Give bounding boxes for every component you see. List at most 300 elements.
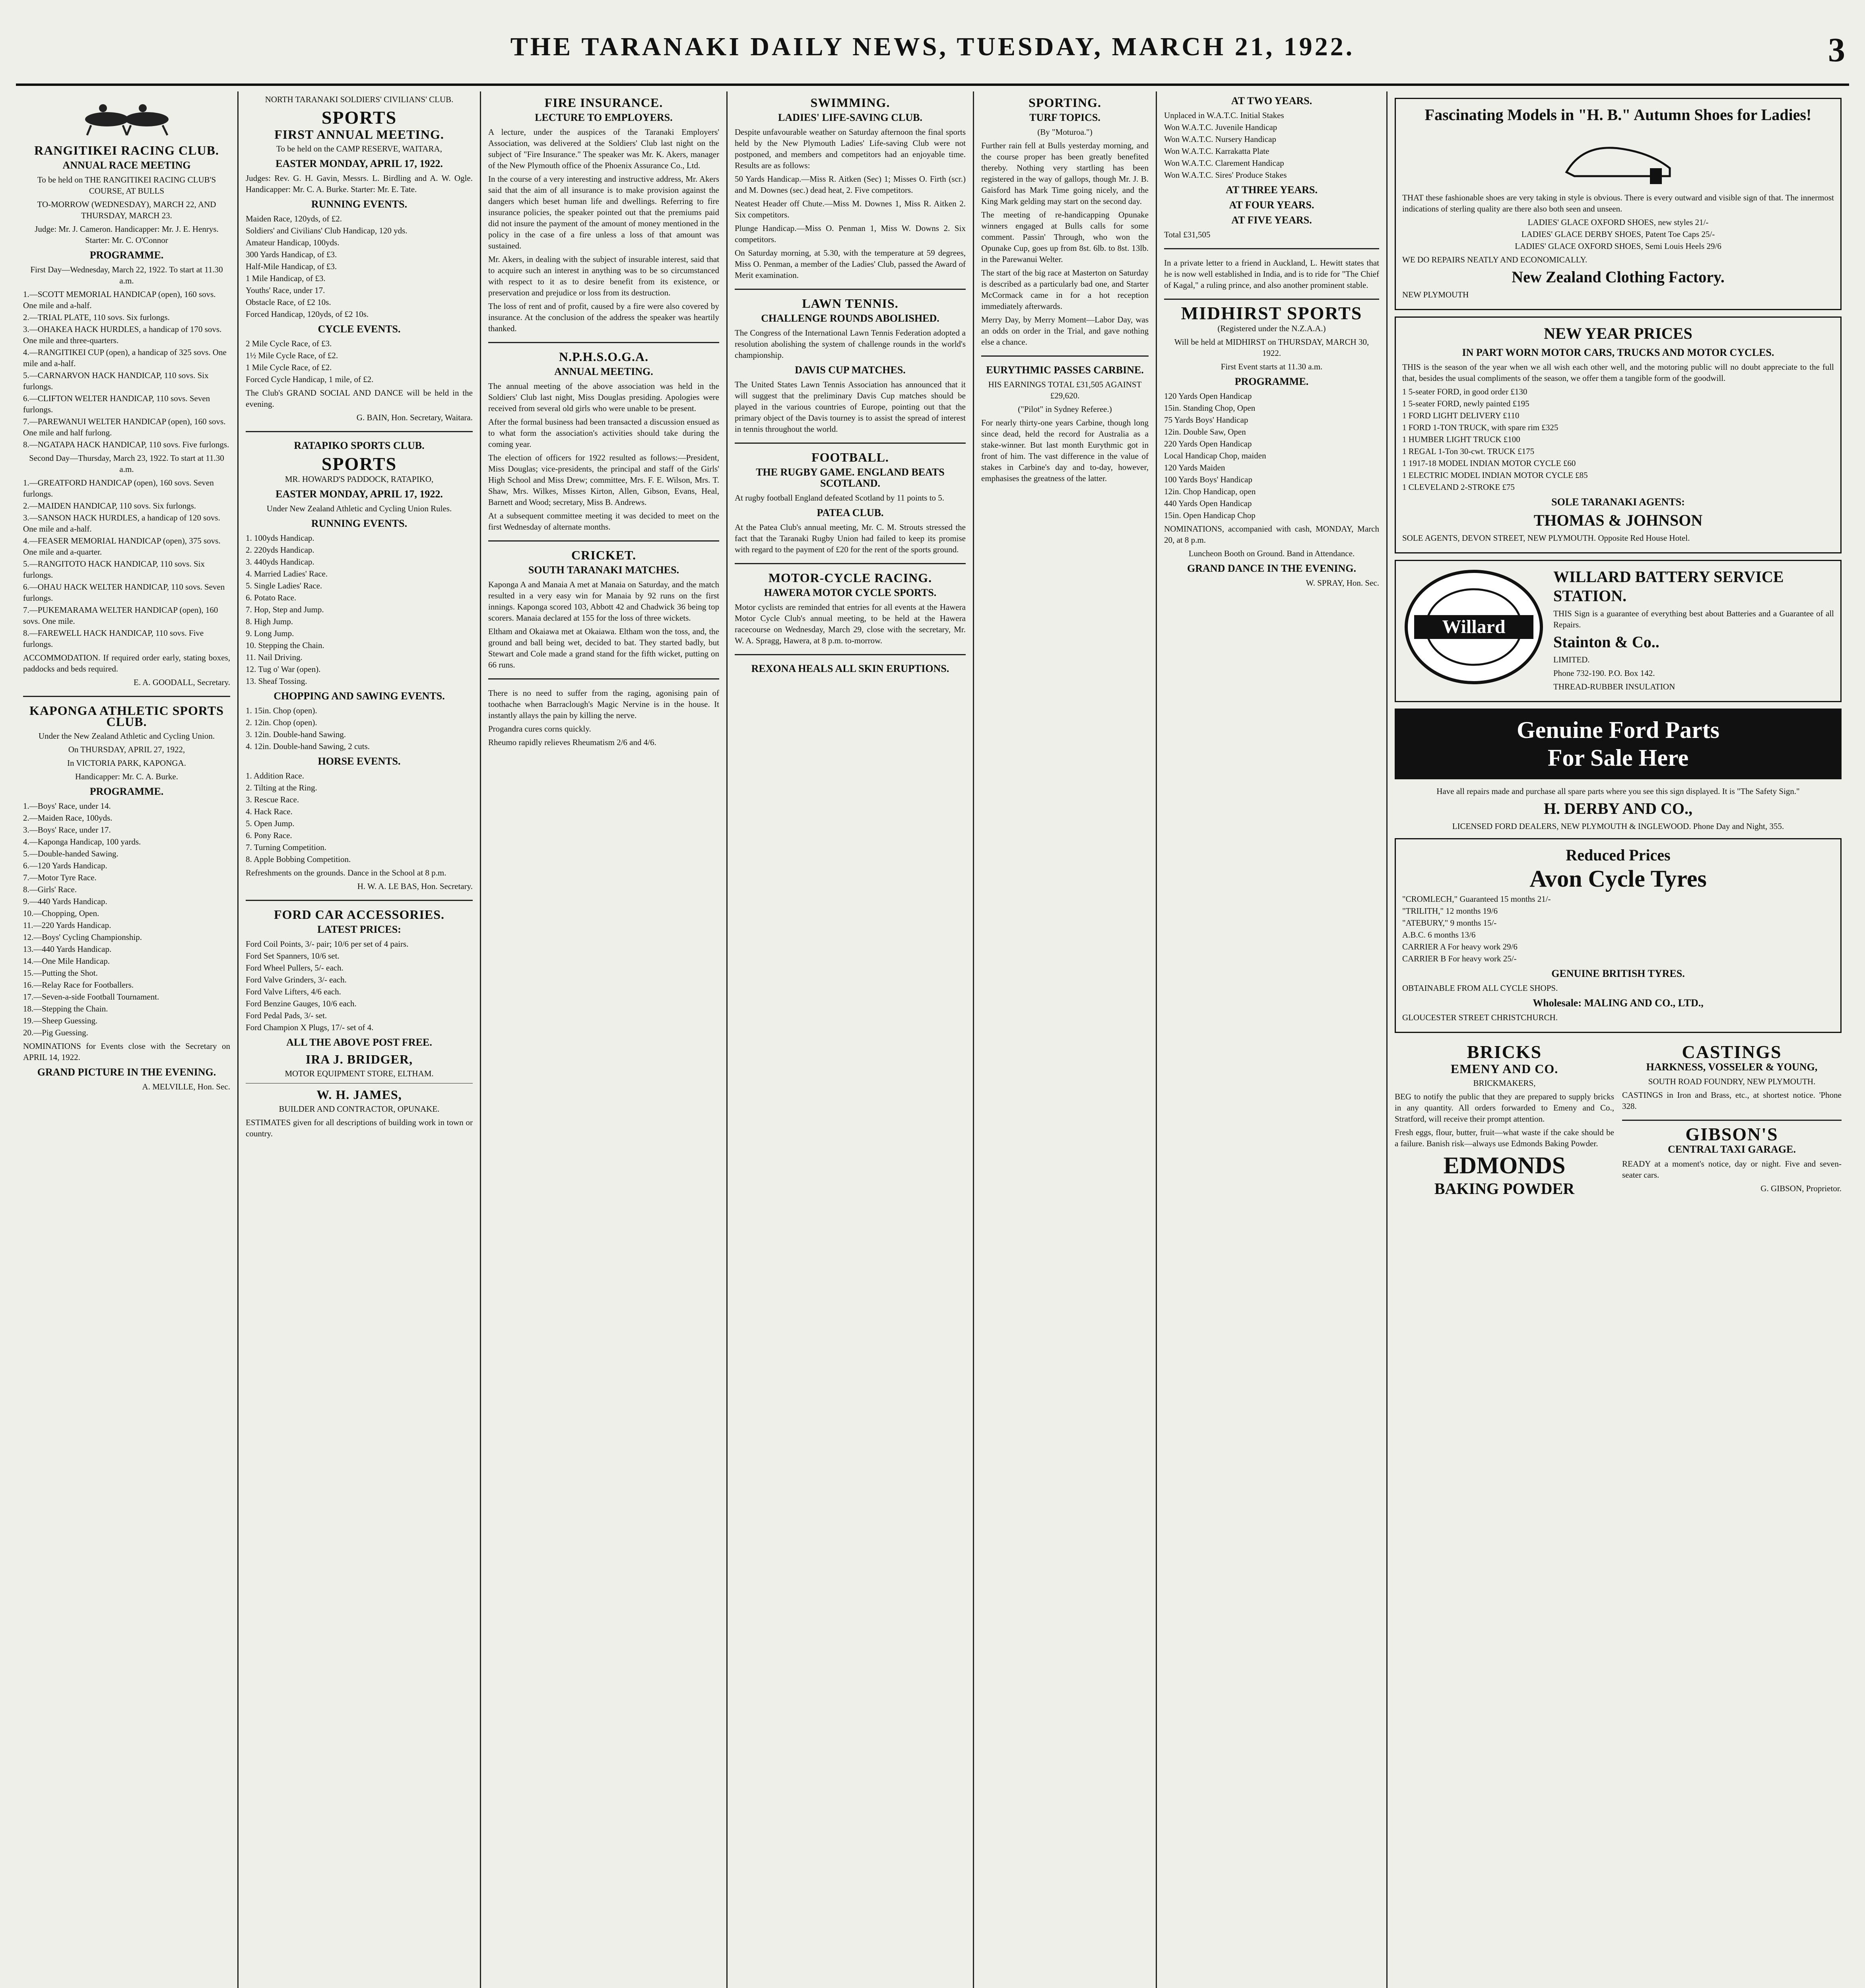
article-paragraph: The Congress of the International Lawn Tennis Federation adopted a resolution abolishing the system of challenge rounds in the world's championship. <box>735 328 966 360</box>
list-item: 1 Mile Cycle Race, of £2. <box>246 363 332 372</box>
list-item: Maiden Race, 120yds, of £2. <box>246 214 342 223</box>
list-item: 8. Apple Bobbing Competition. <box>246 854 351 864</box>
article-paragraph: Merry Day, by Merry Moment—Labor Day, was an odds on order in the Trial, and gave nothing else a chance. <box>981 315 1149 347</box>
list-item: LADIES' GLACE DERBY SHOES, Patent Toe Caps 25/- <box>1521 229 1715 239</box>
bridger-sub: MOTOR EQUIPMENT STORE, ELTHAM. <box>285 1069 434 1078</box>
list-item: 1 FORD LIGHT DELIVERY £110 <box>1402 411 1520 420</box>
midhirst-title: MIDHIRST SPORTS <box>1181 303 1362 323</box>
edmonds-brand: EDMONDS <box>1443 1152 1566 1178</box>
gibson-title: GIBSON'S <box>1685 1124 1778 1144</box>
list-item: 4.—FEASER MEMORIAL HANDICAP (open), 375 sovs. One mile and a-quarter. <box>23 536 221 557</box>
list-item: 9. Long Jump. <box>246 629 294 638</box>
article-paragraph: The meeting of re-handicapping Opunake winners engaged at Bulls calls for some comment. Passin' Through, who won the Opunake Cup, goes up from 8st. 6lb. to 8st. 13lb. in the Parewanui Welter. <box>981 210 1149 264</box>
list-item: Amateur Handicap, 100yds. <box>246 238 340 247</box>
avon-genuine: GENUINE BRITISH TYRES. <box>1551 968 1685 979</box>
list-item: 4.—Kaponga Handicap, 100 yards. <box>23 837 141 846</box>
list-item: CARRIER B For heavy work 25/- <box>1402 954 1517 963</box>
list-item: 15in. Standing Chop, Open <box>1164 403 1256 413</box>
list-item: 5.—Double-handed Sawing. <box>23 849 118 858</box>
cycle-heading: CYCLE EVENTS. <box>318 323 401 335</box>
kaponga-programme: PROGRAMME. <box>89 786 164 797</box>
article-paragraph: For nearly thirty-one years Carbine, though long since dead, held the record for Australia as a stake-winner. But last month Eurythmic got in front of him. The vast difference in the value of stakes in Carbine's day and to-day, however, emphasises the greatness of the latter. <box>981 418 1149 483</box>
day1-list <box>23 289 230 450</box>
rexona-ad: REXONA HEALS ALL SKIN ERUPTIONS. <box>751 663 949 674</box>
ford-sale: For Sale Here <box>1547 745 1689 771</box>
castings-company: HARKNESS, VOSSELER & YOUNG, <box>1646 1061 1818 1073</box>
ny-sub: IN PART WORN MOTOR CARS, TRUCKS AND MOTOR CYCLES. <box>1462 347 1774 358</box>
willard-ltd: LIMITED. <box>1553 655 1590 664</box>
list-item: 4. Hack Race. <box>246 807 293 816</box>
byline: (By "Moturoa.") <box>1037 127 1093 137</box>
list-item: 1 HUMBER LIGHT TRUCK £100 <box>1402 435 1520 444</box>
list-item: CARRIER A For heavy work 29/6 <box>1402 942 1518 951</box>
hb-shoes-ad <box>1395 98 1842 310</box>
avon-wholesale: Wholesale: MALING AND CO., LTD., <box>1533 997 1704 1009</box>
list-item: 1 ELECTRIC MODEL INDIAN MOTOR CYCLE £85 <box>1402 470 1588 480</box>
list-item: 8. High Jump. <box>246 617 293 626</box>
cricket-title: CRICKET. <box>571 548 636 562</box>
list-item: "ATEBURY," 9 months 15/- <box>1402 918 1497 928</box>
list-item: 5. Open Jump. <box>246 819 295 828</box>
ny-address: SOLE AGENTS, DEVON STREET, NEW PLYMOUTH. Opposite Red House Hotel. <box>1402 533 1690 543</box>
list-item: 15.—Putting the Shot. <box>23 968 98 978</box>
list-item: Ford Valve Grinders, 3/- each. <box>246 975 347 984</box>
football-title: FOOTBALL. <box>811 450 889 464</box>
avon-title: Avon Cycle Tyres <box>1529 866 1707 892</box>
list-item: 18.—Stepping the Chain. <box>23 1004 108 1013</box>
column-7 <box>1388 91 1849 1988</box>
list-item: 1 5-seater FORD, newly painted £195 <box>1402 399 1529 408</box>
list-item: 2. 220yds Handicap. <box>246 545 314 555</box>
list-item: 5.—RANGITOTO HACK HANDICAP, 110 sovs. Six furlongs. <box>23 559 205 580</box>
ratapiko-running: RUNNING EVENTS. <box>311 518 408 529</box>
article-paragraph: The annual meeting of the above association was held in the Soldiers' Club last night, Miss Douglas presiding. Apologies were received from several old girls who were unable to be present. <box>488 381 719 413</box>
kaponga-handicapper: Handicapper: Mr. C. A. Burke. <box>75 772 178 781</box>
james-sub: BUILDER AND CONTRACTOR, OPUNAKE. <box>279 1104 440 1114</box>
article-paragraph: 50 Yards Handicap.—Miss R. Aitken (Sec) 1; Misses O. Firth (scr.) and M. Downes (sec.) dead heat, 2. Five competitors. <box>735 174 966 195</box>
kaponga-nominations: NOMINATIONS for Events close with the Secretary on APRIL 14, 1922. <box>23 1041 230 1062</box>
divider <box>735 563 966 564</box>
midhirst-sub: (Registered under the N.Z.A.A.) <box>1217 324 1326 333</box>
list-item: 2. Tilting at the Ring. <box>246 783 317 792</box>
signature: H. W. A. LE BAS, Hon. Secretary. <box>357 881 473 891</box>
list-item: 6.—120 Yards Handicap. <box>23 861 107 870</box>
held-at: To be held on the CAMP RESERVE, WAITARA, <box>276 144 442 153</box>
article-paragraph: Despite unfavourable weather on Saturday afternoon the final sports held by the New Plymouth Ladies' Life-saving Club were not postponed, and members and competitors had an enjoyable time. Results are as follows: <box>735 127 966 170</box>
list-item: 2.—Maiden Race, 100yds. <box>23 813 113 823</box>
list-item: Forced Handicap, 120yds, of £2 10s. <box>246 309 369 319</box>
list-item: 3. 440yds Handicap. <box>246 557 314 567</box>
easter-date: EASTER MONDAY, APRIL 17, 1922. <box>276 158 443 169</box>
article-paragraph: Mr. Akers, in dealing with the subject of insurable interest, said that to acquire such an interest in anything was to be so circumstanced with respect to it as to desire benefit from its existence, or preservation and prejudice or loss from its destruction. <box>488 254 719 297</box>
list-item: Half-Mile Handicap, of £3. <box>246 262 337 271</box>
divider <box>735 443 966 444</box>
signature: G. BAIN, Hon. Secretary, Waitara. <box>356 413 473 422</box>
article-paragraph: Eltham and Okaiawa met at Okaiawa. Eltham won the toss, and, the ground and ball being wet, decided to bat. They started badly, but Stewart and Cole made a grand stand for the fifth wicket, putting on 66 runs. <box>488 627 719 670</box>
list-item: 3. Rescue Race. <box>246 795 299 804</box>
list-item: 120 Yards Maiden <box>1164 463 1225 472</box>
list-item: 1½ Mile Cycle Race, of £2. <box>246 351 338 360</box>
list-item: 5.—CARNARVON HACK HANDICAP, 110 sovs. Six furlongs. <box>23 371 209 391</box>
avon-reduced: Reduced Prices <box>1566 846 1671 864</box>
article-paragraph: The election of officers for 1922 resulted as follows:—President, Miss Douglas; vice-presidents, the principal and staff of the Girls' High School and Miss Drew; committee, Mrs. F. E. Wilson, Mrs. T. Shaw, Mrs. Wilkes, Misses Kirton, Allen, Gibson, Evans, Heal, Barnett and Wood; secretary, Miss B. Andrews. <box>488 453 719 507</box>
record-two-years: AT TWO YEARS. <box>1231 95 1312 107</box>
list-item: 17.—Seven-a-side Football Tournament. <box>23 992 159 1002</box>
list-item: 7.—PAREWANUI WELTER HANDICAP (open), 160 sovs. One mile and half furlong. <box>23 417 226 437</box>
article-paragraph: The start of the big race at Masterton on Saturday is described as a particularly bad one, and Starter McCormack came in for a hot reception immediately afterwards. <box>981 268 1149 311</box>
list-item: 2 Mile Cycle Race, of £3. <box>246 339 332 348</box>
list-item: Ford Set Spanners, 10/6 set. <box>246 951 340 961</box>
bricks-company: EMENY AND CO. <box>1450 1062 1558 1076</box>
record-total <box>1164 229 1379 240</box>
signature: E. A. GOODALL, Secretary. <box>134 678 230 687</box>
divider <box>735 289 966 290</box>
first-meeting: FIRST ANNUAL MEETING. <box>274 127 444 142</box>
sporting-sub: TURF TOPICS. <box>1029 112 1100 123</box>
tennis-sub: CHALLENGE ROUNDS ABOLISHED. <box>761 313 939 324</box>
willard-ring: THREAD-RUBBER INSULATION <box>1553 682 1675 691</box>
list-item: "TRILITH," 12 months 19/6 <box>1402 906 1498 916</box>
list-item: 8.—Girls' Race. <box>23 885 77 894</box>
castings-title: CASTINGS <box>1682 1042 1782 1062</box>
divider <box>246 431 473 432</box>
running-heading: RUNNING EVENTS. <box>311 198 408 210</box>
ny-sole: SOLE TARANAKI AGENTS: <box>1551 496 1685 508</box>
rangitikei-officials: Judge: Mr. J. Cameron. Handicapper: Mr. J. E. Henrys. Starter: Mr. C. O'Connor <box>35 224 219 245</box>
list-item: 4. Married Ladies' Race. <box>246 569 328 579</box>
bricks-text: BEG to notify the public that they are prepared to supply bricks in any quantity. All orders forwarded to Emeny and Co., Stratford, will receive their prompt attention. <box>1395 1092 1614 1124</box>
list-item: 1. 100yds Handicap. <box>246 533 314 543</box>
willard-brand: Willard <box>1442 616 1506 637</box>
racehorse-icon <box>75 95 179 139</box>
list-item: 6.—OHAU HACK WELTER HANDICAP, 110 sovs. Seven furlongs. <box>23 582 225 603</box>
list-item: 1 5-seater FORD, in good order £130 <box>1402 387 1527 396</box>
midhirst-lunch: Luncheon Booth on Ground. Band in Attendance. <box>1188 549 1355 558</box>
nphsoga-title: N.P.H.S.O.G.A. <box>559 349 649 364</box>
list-item: 3.—Boys' Race, under 17. <box>23 825 111 835</box>
list-item: Youths' Race, under 17. <box>246 285 325 295</box>
gibson-text: READY at a moment's notice, day or night. Five and seven-seater cars. <box>1622 1159 1842 1180</box>
derby-sub: LICENSED FORD DEALERS, NEW PLYMOUTH & INGLEWOOD. Phone Day and Night, 355. <box>1452 821 1784 831</box>
list-item: 12in. Chop Handicap, open <box>1164 487 1256 496</box>
list-item: A.B.C. 6 months 13/6 <box>1402 930 1476 940</box>
patea-title: PATEA CLUB. <box>817 507 884 518</box>
list-item: 7.—Motor Tyre Race. <box>23 873 97 882</box>
ford-free: ALL THE ABOVE POST FREE. <box>286 1037 432 1048</box>
bricks-ad <box>1395 1039 1614 1198</box>
list-item: 440 Yards Open Handicap <box>1164 499 1252 508</box>
list-item: Ford Wheel Pullers, 5/- each. <box>246 963 344 973</box>
midhirst-programme: PROGRAMME. <box>1234 376 1309 387</box>
list-item: Won W.A.T.C. Nursery Handicap <box>1164 134 1276 144</box>
signature: A. MELVILLE, Hon. Sec. <box>142 1082 230 1091</box>
list-item: Obstacle Race, of £2 10s. <box>246 297 331 307</box>
page-number: 3 <box>1828 31 1845 69</box>
list-item: 19.—Sheep Guessing. <box>23 1016 98 1025</box>
record-three-years: AT THREE YEARS. <box>1226 184 1318 196</box>
article-paragraph: Neatest Header off Chute.—Miss M. Downes 1, Miss R. Aitken 2. Six competitors. <box>735 199 966 219</box>
list-item: 12in. Double Saw, Open <box>1164 427 1246 437</box>
list-item: 5. Single Ladies' Race. <box>246 581 322 590</box>
club-dance: The Club's GRAND SOCIAL AND DANCE will be held in the evening. <box>246 388 473 409</box>
nervine-ad: There is no need to suffer from the raging, agonising pain of toothache when Barraclough's Magic Nervine is in the house. It instantly allays the pain by killing the nerve. <box>488 688 719 720</box>
list-item: 220 Yards Open Handicap <box>1164 439 1252 448</box>
hb-price-list <box>1402 217 1834 252</box>
list-item: 1.—SCOTT MEMORIAL HANDICAP (open), 160 sovs. One mile and a-half. <box>23 289 216 310</box>
list-item: 12.—Boys' Cycling Championship. <box>23 932 142 942</box>
article-paragraph: Motor cyclists are reminded that entries for all events at the Hawera Motor Cycle Club's annual meeting, to be held at the Hawera racecourse on Wednesday, March 29, close with the secretary, Mr. W. A. Spragg, Hawera, at 8 p.m. to-morrow. <box>735 602 966 645</box>
divider <box>488 540 719 542</box>
chopping-list <box>246 705 473 752</box>
ratapiko-sports: SPORTS <box>321 454 397 474</box>
avon-obtain: OBTAINABLE FROM ALL CYCLE SHOPS. <box>1402 983 1558 993</box>
hb-headline: Fascinating Models in "H. B." Autumn Shoes for Ladies! <box>1424 106 1812 124</box>
fire-title: FIRE INSURANCE. <box>544 95 663 110</box>
list-item: 1. 15in. Chop (open). <box>246 706 317 715</box>
avon-tyres-ad <box>1395 838 1842 1033</box>
rangitikei-dates: TO-MORROW (WEDNESDAY), MARCH 22, AND THURSDAY, MARCH 23. <box>37 200 216 220</box>
list-item: 1 REGAL 1-Ton 30-cwt. TRUCK £175 <box>1402 447 1535 456</box>
football-sub: THE RUGBY GAME. ENGLAND BEATS SCOTLAND. <box>756 466 945 489</box>
horse-list <box>246 770 473 865</box>
carbine-byline: ("Pilot" in Sydney Referee.) <box>1018 404 1112 414</box>
day2-heading: Second Day—Thursday, March 23, 1922. To start at 11.30 a.m. <box>29 453 224 474</box>
james-name: W. H. JAMES, <box>316 1087 402 1102</box>
castings-sub: SOUTH ROAD FOUNDRY, NEW PLYMOUTH. <box>1648 1077 1816 1086</box>
day1-heading: First Day—Wednesday, March 22, 1922. To start at 11.30 a.m. <box>30 265 223 285</box>
ford-list <box>246 938 473 1033</box>
list-item: 2.—TRIAL PLATE, 110 sovs. Six furlongs. <box>23 313 170 322</box>
midhirst-dance: GRAND DANCE IN THE EVENING. <box>1187 563 1356 574</box>
willard-phone: Phone 732-190. P.O. Box 142. <box>1553 668 1655 678</box>
list-item: 1 FORD 1-TON TRUCK, with spare rim £325 <box>1402 423 1558 432</box>
divider <box>23 696 230 697</box>
list-item: Ford Coil Points, 3/- pair; 10/6 per set of 4 pairs. <box>246 939 409 949</box>
total-value: £31,505 <box>1183 230 1211 239</box>
article-paragraph: At rugby football England defeated Scotland by 11 points to 5. <box>735 493 945 503</box>
article-paragraph: At a subsequent committee meeting it was decided to meet on the first Wednesday of alternate months. <box>488 511 719 532</box>
ratapiko-dance: Refreshments on the grounds. Dance in the School at 8 p.m. <box>246 868 446 878</box>
kaponga-sub: Under the New Zealand Athletic and Cycling Union. <box>38 731 215 741</box>
list-item: 75 Yards Boys' Handicap <box>1164 415 1248 425</box>
castings-text: CASTINGS in Iron and Brass, etc., at shortest notice. 'Phone 328. <box>1622 1090 1842 1111</box>
record-five-years: AT FIVE YEARS. <box>1231 214 1312 226</box>
sporting-title: SPORTING. <box>1028 95 1101 110</box>
list-item: Won W.A.T.C. Juvenile Handicap <box>1164 122 1277 132</box>
chopping-heading: CHOPPING AND SAWING EVENTS. <box>274 690 445 702</box>
ratapiko-date: EASTER MONDAY, APRIL 17, 1922. <box>276 488 443 500</box>
carbine-sub: HIS EARNINGS TOTAL £31,505 AGAINST £29,620. <box>988 380 1142 400</box>
article-paragraph: Plunge Handicap.—Miss O. Penman 1, Miss W. Downs 2. Six competitors. <box>735 223 966 244</box>
list-item: Won W.A.T.C. Karrakatta Plate <box>1164 146 1269 156</box>
shoe-icon <box>1558 128 1678 188</box>
list-item: 2. 12in. Chop (open). <box>246 718 317 727</box>
horse-heading: HORSE EVENTS. <box>318 755 401 767</box>
ford-text: Have all repairs made and purchase all spare parts where you see this sign displayed. It is "The Safety Sign." <box>1436 786 1800 796</box>
midhirst-start: First Event starts at 11.30 a.m. <box>1221 362 1323 371</box>
rangitikei-title: RANGITIKEI RACING CLUB. <box>34 143 219 157</box>
list-item: Forced Cycle Handicap, 1 mile, of £2. <box>246 375 374 384</box>
tennis-title: LAWN TENNIS. <box>802 296 899 311</box>
ford-latest: LATEST PRICES: <box>317 924 401 935</box>
james-text: ESTIMATES given for all descriptions of building work in town or country. <box>246 1118 473 1138</box>
list-item: 3.—OHAKEA HACK HURDLES, a handicap of 170 sovs. One mile and three-quarters. <box>23 324 222 345</box>
list-item: Local Handicap Chop, maiden <box>1164 451 1266 460</box>
edmonds-sub: BAKING POWDER <box>1434 1180 1575 1198</box>
ratapiko-under: Under New Zealand Athletic and Cycling Union Rules. <box>266 504 452 513</box>
fire-sub: LECTURE TO EMPLOYERS. <box>535 112 673 123</box>
list-item: 120 Yards Open Handicap <box>1164 391 1252 401</box>
ratapiko-title: RATAPIKO SPORTS CLUB. <box>294 440 425 451</box>
column-3 <box>481 91 728 1988</box>
gibson-signature: G. GIBSON, Proprietor. <box>1760 1184 1842 1193</box>
divider <box>981 355 1149 357</box>
avon-list <box>1402 893 1834 964</box>
list-item: 15in. Open Handicap Chop <box>1164 511 1256 520</box>
hb-text: THAT these fashionable shoes are very taking in style is obvious. There is every outward and visible sign of that. The innermost indications of sterling quality are there also both seen and unseen. <box>1402 193 1834 214</box>
accommodation: ACCOMMODATION. If required order early, stating boxes, paddocks and beds required. <box>23 653 230 674</box>
list-item: 16.—Relay Race for Footballers. <box>23 980 134 990</box>
divider <box>735 654 966 655</box>
ratapiko-list <box>246 532 473 687</box>
list-item: 1 CLEVELAND 2-STROKE £75 <box>1402 482 1515 492</box>
list-item: 12. Tug o' War (open). <box>246 664 321 674</box>
list-item: 10.—Chopping, Open. <box>23 909 99 918</box>
list-item: 8.—FAREWELL HACK HANDICAP, 110 sovs. Five furlongs. <box>23 628 204 649</box>
column-4 <box>728 91 974 1988</box>
list-item: 100 Yards Boys' Handicap <box>1164 475 1252 484</box>
hb-factory: New Zealand Clothing Factory. <box>1512 268 1725 286</box>
list-item: Won W.A.T.C. Clarement Handicap <box>1164 158 1284 168</box>
willard-ad <box>1395 560 1842 702</box>
list-item: 10. Stepping the Chain. <box>246 641 324 650</box>
motor-sub: HAWERA MOTOR CYCLE SPORTS. <box>764 587 937 598</box>
article-paragraph: The United States Lawn Tennis Association has announced that it will suggest that the preliminary Davis Cup matches should be played in the various countries of Europe, pointing out that the primary object of the Davis tourney is to assist the spread of interest in tennis throughout the world. <box>735 380 966 434</box>
list-item: 11.—220 Yards Handicap. <box>23 920 111 930</box>
nphsoga-sub: ANNUAL MEETING. <box>554 366 653 377</box>
ford-parts-ad <box>1395 709 1842 779</box>
article-paragraph: In a private letter to a friend in Auckland, L. Hewitt states that he is now well established in India, and is to ride for "The Chief of Kagal," a ruling prince, and also another prominent stable. <box>1164 258 1379 290</box>
list-item: 9.—440 Yards Handicap. <box>23 897 107 906</box>
derby-name: H. DERBY AND CO., <box>1543 800 1693 817</box>
list-item: 13.—440 Yards Handicap. <box>23 944 112 954</box>
article-paragraph: On Saturday morning, at 5.30, with the temperature at 59 degrees, Miss O. Penman, a member of the Ladies' Club, passed the Award of Merit examination. <box>735 248 966 280</box>
total-label: Total <box>1164 230 1181 239</box>
avon-address: GLOUCESTER STREET CHRISTCHURCH. <box>1402 1013 1558 1022</box>
hb-town: NEW PLYMOUTH <box>1402 290 1469 299</box>
gibson-sub: CENTRAL TAXI GARAGE. <box>1668 1143 1796 1155</box>
column-2 <box>239 91 481 1988</box>
column-5 <box>974 91 1157 1988</box>
divider <box>1164 299 1379 300</box>
ny-agents: THOMAS & JOHNSON <box>1533 511 1703 529</box>
list-item: 4.—RANGITIKEI CUP (open), a handicap of 325 sovs. One mile and a-half. <box>23 348 227 368</box>
bottom-ads <box>1395 1039 1842 1198</box>
willard-company: Stainton & Co.. <box>1553 633 1659 651</box>
new-year-prices-ad <box>1395 316 1842 553</box>
column-1 <box>16 91 239 1988</box>
list-item: 1. Addition Race. <box>246 771 304 780</box>
list-item: 6.—CLIFTON WELTER HANDICAP, 110 sovs. Seven furlongs. <box>23 394 210 414</box>
record-list <box>1164 110 1379 181</box>
kaponga-list <box>23 800 230 1038</box>
ford-genuine: Genuine Ford Parts <box>1517 717 1719 743</box>
willard-text: THIS Sign is a guarantee of everything best about Batteries and a Guarantee of all Repairs. <box>1553 609 1834 629</box>
list-item: 14.—One Mile Handicap. <box>23 956 110 966</box>
ny-list <box>1402 386 1834 493</box>
list-item: 8.—NGATAPA HACK HANDICAP, 110 sovs. Five furlongs. <box>23 440 229 449</box>
soldiers-club-title: NORTH TARANAKI SOLDIERS' CIVILIANS' CLUB. <box>265 95 454 104</box>
swimming-sub: LADIES' LIFE-SAVING CLUB. <box>778 112 922 123</box>
cricket-sub: SOUTH TARANAKI MATCHES. <box>528 564 679 576</box>
list-item: Soldiers' and Civilians' Club Handicap, 120 yds. <box>246 226 408 235</box>
day2-list <box>23 477 230 650</box>
record-four-years: AT FOUR YEARS. <box>1229 199 1314 211</box>
carbine-title: EURYTHMIC PASSES CARBINE. <box>986 364 1144 376</box>
kaponga-place: In VICTORIA PARK, KAPONGA. <box>67 758 186 768</box>
sports-heading: SPORTS <box>321 107 397 128</box>
corns-ad: Progandra cures corns quickly. <box>488 724 591 734</box>
list-item: 13. Sheaf Tossing. <box>246 676 307 686</box>
davis-title: DAVIS CUP MATCHES. <box>795 364 906 376</box>
list-item: 20.—Pig Guessing. <box>23 1028 88 1037</box>
ny-title: NEW YEAR PRICES <box>1544 324 1692 342</box>
list-item: "CROMLECH," Guaranteed 15 months 21/- <box>1402 894 1551 904</box>
list-item: Ford Benzine Gauges, 10/6 each. <box>246 999 357 1008</box>
article-paragraph: Further rain fell at Bulls yesterday morning, and the course proper has been greatly benefited thereby. Nothing very startling has been registered in the way of gallops, though Mr. J. B. Gaisford has Mark Time going nicely, and the King Mark gelding may start on the second day. <box>981 141 1149 206</box>
list-item: Ford Pedal Pads, 3/- set. <box>246 1011 327 1020</box>
list-item: 7. Hop, Step and Jump. <box>246 605 324 614</box>
list-item: 300 Yards Handicap, of £3. <box>246 250 337 259</box>
list-item: 3.—SANSON HACK HURDLES, a handicap of 120 sovs. One mile and a-half. <box>23 513 220 534</box>
running-list <box>246 213 473 320</box>
divider <box>246 900 473 901</box>
bridger-name: IRA J. BRIDGER, <box>305 1052 413 1066</box>
list-item: 1.—Boys' Race, under 14. <box>23 801 111 811</box>
masthead <box>16 24 1849 86</box>
hb-repair: WE DO REPAIRS NEATLY AND ECONOMICALLY. <box>1402 255 1587 264</box>
ford-accessories-title: FORD CAR ACCESSORIES. <box>274 907 445 922</box>
list-item: 1.—GREATFORD HANDICAP (open), 160 sovs. Seven furlongs. <box>23 478 214 499</box>
article-paragraph: At the Patea Club's annual meeting, Mr. C. M. Strouts stressed the fact that the Taranaki Rugby Union had failed to keep its promise with regard to the payment of £20 for the rent of the sports ground. <box>735 522 966 554</box>
rangitikei-held: To be held on THE RANGITIKEI RACING CLUB'S COURSE, AT BULLS <box>37 175 216 196</box>
swimming-title: SWIMMING. <box>810 95 890 110</box>
rheumo-ad: Rheumo rapidly relieves Rheumatism 2/6 and 4/6. <box>488 738 656 747</box>
kaponga-date: On THURSDAY, APRIL 27, 1922, <box>68 745 185 754</box>
list-item: 7.—PUKEMARAMA WELTER HANDICAP (open), 160 sovs. One mile. <box>23 605 218 626</box>
divider <box>488 678 719 679</box>
list-item: 2.—MAIDEN HANDICAP, 110 sovs. Six furlongs. <box>23 501 196 511</box>
list-item: 4. 12in. Double-hand Sawing, 2 cuts. <box>246 742 370 751</box>
willard-station: WILLARD BATTERY SERVICE STATION. <box>1553 568 1784 605</box>
list-item: Ford Valve Lifters, 4/6 each. <box>246 987 341 996</box>
list-item: LADIES' GLACE OXFORD SHOES, new styles 21/- <box>1527 217 1709 227</box>
willard-logo-icon <box>1402 567 1545 687</box>
ny-text: THIS is the season of the year when we all wish each other well, and the motoring public will no doubt appreciate to the full that, besides the usual compliments of the season, we offer them a tangible form of the goodwill. <box>1402 362 1834 383</box>
rangitikei-sub: ANNUAL RACE MEETING <box>62 159 191 171</box>
list-item: 7. Turning Competition. <box>246 843 327 852</box>
judges: Judges: Rev. G. H. Gavin, Messrs. L. Birdling and A. W. Ogle. Handicapper: Mr. C. A. Burke. Starter: Mr. E. Tate. <box>246 173 473 194</box>
list-item: 1 Mile Handicap, of £3. <box>246 274 326 283</box>
bricks-title: BRICKS <box>1467 1042 1542 1062</box>
bricks-sub: BRICKMAKERS, <box>1473 1078 1536 1088</box>
list-item: 11. Nail Driving. <box>246 652 303 662</box>
list-item: LADIES' GLACE OXFORD SHOES, Semi Louis Heels 29/6 <box>1515 241 1721 251</box>
article-paragraph: After the formal business had been transacted a discussion ensued as to what form the association's activities should take during the coming year. <box>488 417 719 449</box>
cycle-list <box>246 338 473 385</box>
divider <box>1622 1120 1842 1121</box>
article-paragraph: A lecture, under the auspices of the Taranaki Employers' Association, was delivered at the Soldiers' Club last night on the subject of "Fire Insurance." The speaker was Mr. K. Akers, manager of the New Plymouth office of the Phoenix Assurance Co., Ltd. <box>488 127 719 170</box>
